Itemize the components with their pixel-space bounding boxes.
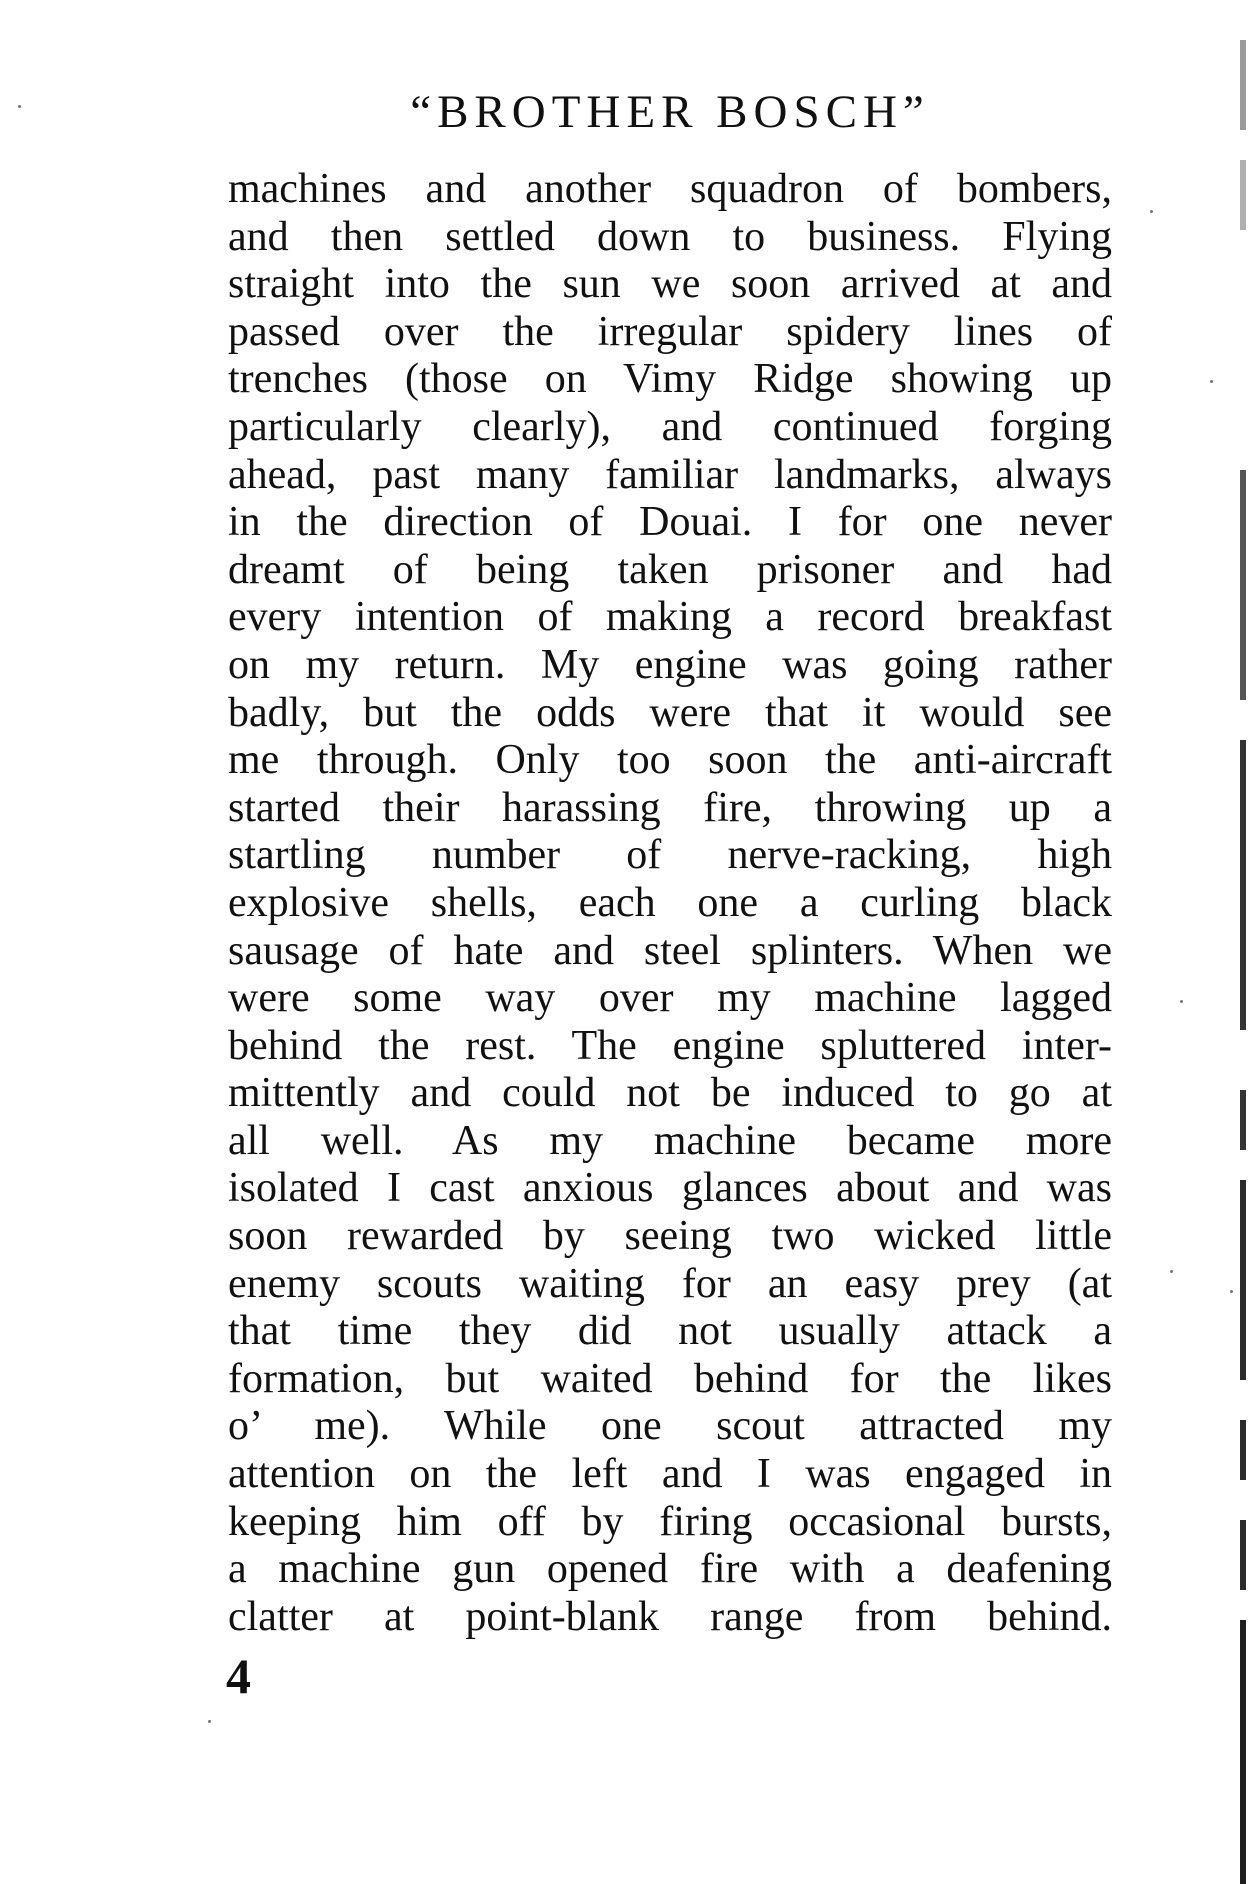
text-line: mittently and could not be induced to go at bbox=[228, 1070, 1112, 1117]
scan-speck bbox=[18, 105, 21, 108]
text-line: isolated I cast anxious glances about and was bbox=[228, 1165, 1112, 1212]
text-line: sausage of hate and steel splinters. When we bbox=[228, 927, 1112, 974]
text-line: a machine gun opened fire with a deafening bbox=[228, 1546, 1112, 1593]
scan-speck bbox=[208, 1720, 211, 1723]
text-line: dreamt of being taken prisoner and had bbox=[228, 546, 1112, 593]
text-line: formation, but waited behind for the likes bbox=[228, 1355, 1112, 1402]
text-line: enemy scouts waiting for an easy prey (at bbox=[228, 1260, 1112, 1307]
text-line: me through. Only too soon the anti-aircraft bbox=[228, 737, 1112, 784]
text-line: straight into the sun we soon arrived at and bbox=[228, 261, 1112, 308]
page-number: 4 bbox=[226, 1648, 251, 1704]
scan-speck bbox=[1230, 1290, 1233, 1293]
text-line: trenches (those on Vimy Ridge showing up bbox=[228, 356, 1112, 403]
text-line: behind the rest. The engine spluttered inter- bbox=[228, 1022, 1112, 1069]
scan-speck bbox=[1170, 1270, 1173, 1273]
text-line: passed over the irregular spidery lines of bbox=[228, 308, 1112, 355]
running-head: “BROTHER BOSCH” bbox=[410, 86, 930, 138]
text-line: o’ me). While one scout attracted my bbox=[228, 1403, 1112, 1450]
text-line: ahead, past many familiar landmarks, always bbox=[228, 451, 1112, 498]
text-line: explosive shells, each one a curling black bbox=[228, 879, 1112, 926]
scan-edge-shadow bbox=[1216, 0, 1250, 1884]
text-line: clatter at point-blank range from behind. bbox=[228, 1593, 1112, 1640]
text-line: that time they did not usually attack a bbox=[228, 1308, 1112, 1355]
text-line: and then settled down to business. Flying bbox=[228, 213, 1112, 260]
scan-speck bbox=[1150, 210, 1153, 213]
text-line: every intention of making a record breakfast bbox=[228, 594, 1112, 641]
scan-speck bbox=[1210, 380, 1213, 383]
text-line: particularly clearly), and continued forging bbox=[228, 403, 1112, 450]
text-line: started their harassing fire, throwing up a bbox=[228, 784, 1112, 831]
text-line: startling number of nerve-racking, high bbox=[228, 832, 1112, 879]
text-line: were some way over my machine lagged bbox=[228, 975, 1112, 1022]
text-line: in the direction of Douai. I for one never bbox=[228, 499, 1112, 546]
text-line: on my return. My engine was going rather bbox=[228, 641, 1112, 688]
body-text bbox=[228, 166, 1112, 1641]
text-line: machines and another squadron of bombers, bbox=[228, 166, 1112, 212]
text-line: keeping him off by firing occasional bursts, bbox=[228, 1498, 1112, 1545]
scan-speck bbox=[1180, 1000, 1183, 1003]
text-line: soon rewarded by seeing two wicked little bbox=[228, 1213, 1112, 1260]
text-line: attention on the left and I was engaged in bbox=[228, 1451, 1112, 1498]
text-line: all well. As my machine became more bbox=[228, 1117, 1112, 1164]
text-line: badly, but the odds were that it would see bbox=[228, 689, 1112, 736]
